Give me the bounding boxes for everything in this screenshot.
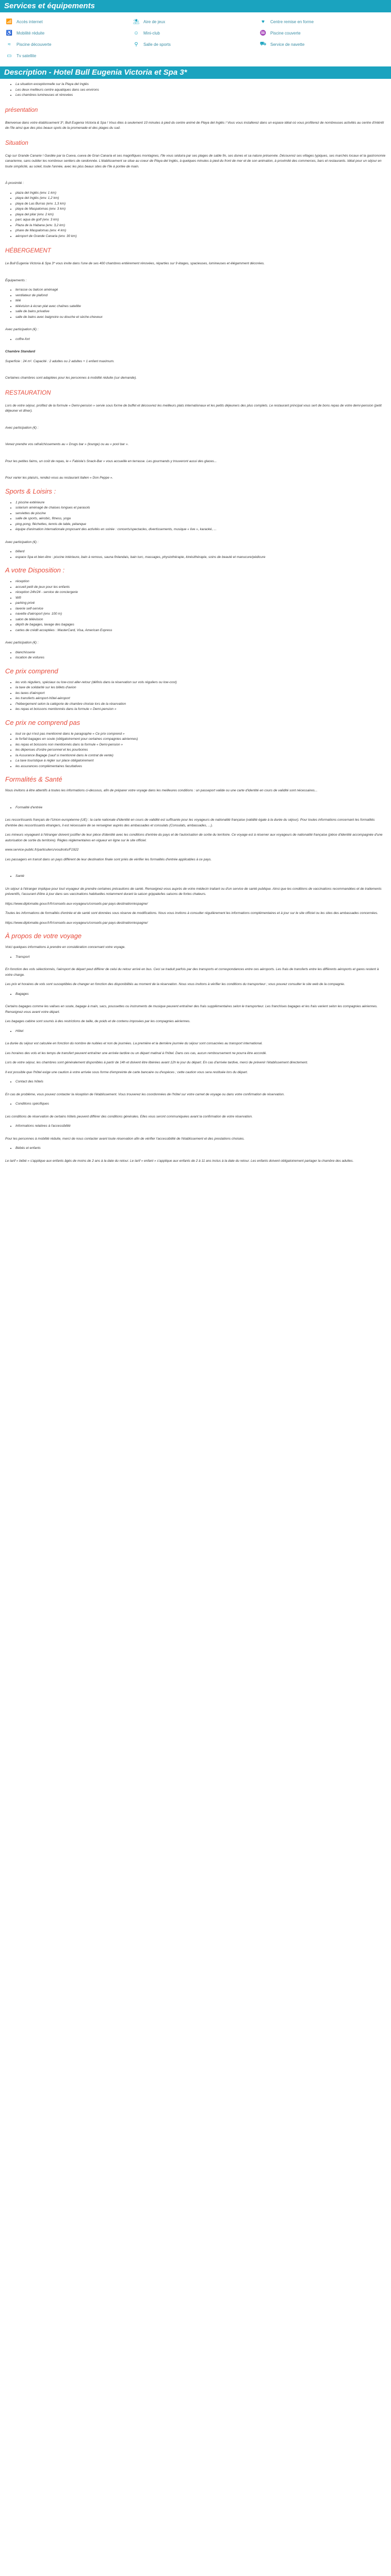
service-label: Accès internet xyxy=(17,20,43,24)
disposition-paying-label: Avec participation (€) : xyxy=(5,641,39,645)
not-included-item: • les dépenses d'ordre personnel et les pourboires xyxy=(15,748,386,753)
not-included-item: • les assurances complémentaires facultatives xyxy=(15,764,386,770)
service-item xyxy=(132,41,259,48)
service-item xyxy=(259,41,386,48)
sports-paying-list xyxy=(5,549,386,560)
not-included-heading: Ce prix ne comprend pas xyxy=(5,718,80,726)
tv-icon: ▭ xyxy=(7,53,12,59)
sports-item: • équipe d'animation internationale proposant des activités en soirée : concerts/spectacles, divertissements, musique « live », karaoké, ... xyxy=(15,527,386,533)
sante-bullet xyxy=(5,874,386,879)
disposition-heading: A votre Disposition : xyxy=(5,566,65,574)
conditions-label: • Conditions spécifiques xyxy=(15,1101,386,1107)
transport-text2: Les prix et horaires de vols sont susceptibles de changer en fonction des disponibilités au moment de la réservation. Nous vous invitons à vérifier les conditions du transporteur ; vous pouvez consulter le site web de la compagnie. xyxy=(5,982,345,986)
room-text: Superficie : 24 m². Capacité : 2 adultes ou 2 adultes + 1 enfant maximum. xyxy=(5,359,115,363)
paying-item: • coffre-fort xyxy=(15,337,386,343)
bagages-text: Certains bagages comme les valises en soute, bagage à main, sacs, poussettes ou instruments de musique peuvent entraîner des frais supplémentaires selon le transporteur. Les franchises bagages et les frais varient selon les compagnies aériennes. Renseignez-vous avant votre départ. xyxy=(5,1005,378,1014)
hotel-text4: Il est possible que l'hôtel exige une caution à votre arrivée sous forme d'empreinte de carte bancaire ou d'espèces ; cette caution vous sera restituée lors du départ. xyxy=(5,1070,248,1074)
equipment-item: • ventilateur de plafond xyxy=(15,293,386,299)
description-content xyxy=(0,79,391,1164)
service-item xyxy=(5,53,132,59)
nearby-item: • parc aqua de golf (env. 3 km) xyxy=(15,217,386,223)
included-item: • la taxe de solidarité sur les billets d'avion xyxy=(15,685,386,691)
identity-text: Les ressortissants français de l'Union européenne (UE) : la carte nationale d'identité en cours de validité est suffisante pour les voyageurs de nationalité française (validité égale à la durée du séjour). Pour toutes informations concernant les formalités d'entrée des ressortissants étrangers, il est nécessaire de se renseigner auprès des ambassades et consulats (Consulats, ambassades, ...). xyxy=(5,818,375,827)
hotel-text2: Les horaires des vols et les temps de transfert peuvent entraîner une arrivée tardive ou un départ matinal à l'hôtel. Dans ces cas, aucun remboursement ne pourra être accordé. xyxy=(5,1051,267,1055)
wifi-icon: 📶 xyxy=(6,19,13,25)
disposition-item: • accueil petit de jeux pour les enfants xyxy=(15,585,386,590)
bagages-bullet xyxy=(5,992,386,997)
playground-icon: ⛱ xyxy=(133,19,140,25)
reduced-text: Pour les personnes à mobilité réduite, merci de nous contacter avant toute réservation afin de vérifier l'accessibilité de l'établissement et des prestations choisies. xyxy=(5,1137,245,1141)
included-list xyxy=(5,680,386,713)
hebergement-note: Certaines chambres sont adaptées pour les personnes à mobilité réduite (sur demande). xyxy=(5,376,137,380)
formalites-heading: Formalités & Santé xyxy=(5,775,62,783)
service-label: Mobilité réduite xyxy=(17,31,45,36)
hotel-label: • Hôtel xyxy=(15,1029,386,1035)
nearby-list xyxy=(5,191,386,240)
service-label: Tv satellite xyxy=(17,54,37,58)
restauration-text3: Pour les petites faims, un coût de repas, le « Fabiola's Snack-Bar » vous accueille en terrasse. Les gourmands y trouveront aussi des glaces... xyxy=(5,459,217,463)
not-included-item: • les repas et boissons non mentionnés dans la formule « Demi-pension » xyxy=(15,742,386,748)
hebergement-text: Le Bull Eugenia Victoria & Spa 3* vous invite dans l'une de ses 400 chambres entièrement rénovées, réparties sur 9 étages, spacieuses, lumineuses et élégamment décorées. xyxy=(5,262,265,265)
nearby-item: • playa del Inglés (env. 1,2 km) xyxy=(15,196,386,201)
hebergement-paying-list xyxy=(5,337,386,343)
contact-text: En cas de problème, vous pouvez contacter la réception de l'établissement. Vous trouverez les coordonnées de l'hôtel sur votre carnet de voyage ou dans votre confirmation de réservation. xyxy=(5,1092,285,1096)
not-included-item: • le forfait bagages en soute (obligatoirement pour certaines compagnies aériennes) xyxy=(15,737,386,742)
disposition-item: • cartes de crédit acceptées : MasterCard, Visa, American Express xyxy=(15,628,386,634)
sports-heading: Sports & Loisirs : xyxy=(5,487,56,495)
included-item: • les taxes d'aéroport xyxy=(15,691,386,697)
sports-item: • 1 piscine extérieure xyxy=(15,500,386,506)
disposition-item: • navette d'aéroport (env. 100 m) xyxy=(15,612,386,617)
reduced-bullet xyxy=(5,1124,386,1129)
disposition-item: • salon de télévision xyxy=(15,617,386,623)
baby-text: Le tarif « bébé » s'applique aux enfants âgés de moins de 2 ans à la date du retour. Le tarif « enfant » s'applique aux enfants de 2 à 11 ans inclus à la date du retour. Les enfants doivent obligatoirement partager la chambre des adultes. xyxy=(5,1159,354,1163)
restauration-text: Lors de votre séjour, profitez de la formule « Demi-pension » servie sous forme de buffet et découvrez les meilleurs plats internationaux et les petits déjeuners des plus complets. Le restaurant principal vous sert de bons repas de votre demi-pension (petit déjeuner et dîner). xyxy=(5,403,382,413)
presentation-text: Bienvenue dans votre établissement 3*, Bull Eugenia Victoria & Spa ! Vous êtes à seulement 10 minutes à pied du centre animé de Playa del Inglés ! Vous vous installerez dans un espace idéal où vous profiterez de nombreuses activités au centre d'intérêt de l'île ainsi que des plus beaux spots de la promenade et des plages du sud. xyxy=(5,121,384,130)
disposition-item: • réception 24h/24 - service de conciergerie xyxy=(15,590,386,596)
transport-text: En fonction des vols sélectionnés, l'aéroport de départ peut différer de celui du retour arrivé en bus. Ceci se traduit parfois par des transports et correspondances entre ces aéroports. Les frais de transferts entre les différents aéroports et gares restent à votre charge. xyxy=(5,968,379,977)
transport-label: • Transport xyxy=(15,955,386,960)
bagages-label: • Bagages xyxy=(15,992,386,997)
sante-text2: Toutes les informations de formalités d'entrée et de santé sont données sous réserve de modifications. Nous vous invitons à consulter régulièrement les informations complémentaires et à jour sur le site officiel ou les sites des ambassades concernées. xyxy=(5,911,378,915)
nearby-item: • phare de Maspalomas (env. 4 km) xyxy=(15,228,386,234)
service-label: Piscine découverte xyxy=(17,42,52,47)
conditions-bullet xyxy=(5,1101,386,1107)
wheelchair-icon: ♿ xyxy=(6,30,13,36)
kids-club-icon: ☺ xyxy=(133,30,139,36)
hebergement-heading: HÉBERGEMENT xyxy=(5,248,51,254)
identity-text3: Les passagers en transit dans un pays différent de leur destination finale sont priés de vérifier les formalités d'entrée applicables à ce pays. xyxy=(5,857,212,861)
service-label: Centre remise en forme xyxy=(270,20,314,24)
nearby-item: • playa de Las Burras (env. 1,3 km) xyxy=(15,201,386,207)
situation-text: Cap sur Grande Canarie ! Gardée par la Cueva, cueva de Gran Canaria et ses magnifiques montagnes, l'île vous séduira par ses plages de sable fin, ses dunes et sa nature préservée. Découvrez ses villages typiques, ses marchés locaux et la gastronomie canarienne, sans oublier les nombreux sentiers de randonnée. L'établissement se situe au coeur de Playa del Inglés, à quelques minutes à pied du front de mer et de son animation, à proximité des commerces, bars et restaurants. Idéal pour un séjour en toute simplicité, au soleil, toute l'année, avec les plus beaux sites de l'île à portée de main. xyxy=(5,154,386,168)
not-included-list xyxy=(5,732,386,770)
service-label: Service de navette xyxy=(270,42,305,47)
service-item xyxy=(5,41,132,48)
equipment-item: • télé xyxy=(15,298,386,304)
not-included-item: • tout ce qui n'est pas mentionné dans le paragraphe « Ce prix comprend » xyxy=(15,732,386,737)
nearby-item: • aéroport de Grande Canaria (env. 30 km) xyxy=(15,234,386,240)
sports-item: • salle de sports, aérobic, fitness, yoga xyxy=(15,516,386,522)
disposition-item: • laverie self-service xyxy=(15,606,386,612)
nearby-label: À proximité : xyxy=(5,181,24,185)
service-item xyxy=(5,19,132,25)
not-included-item: • La taxe touristique à régler sur place obligatoirement xyxy=(15,758,386,764)
sante-text: Un séjour à l'étranger implique pour tout voyageur de prendre certaines précautions de santé. Renseignez-vous auprès de votre médecin traitant ou d'un service de santé publique. Ainsi que les conditions de vaccinations recommandées et de traitements préventifs, l'assurant d'être à jour dans ses vaccinations habituelles notamment durant la saison grippale/les saisons de fortes chaleurs. xyxy=(5,887,382,896)
reduced-label: • Informations relatives à l'accessibilité xyxy=(15,1124,386,1129)
included-item: • l'hébergement selon la catégorie de chambre choisie lors de la réservation xyxy=(15,702,386,707)
service-item xyxy=(132,30,259,37)
included-heading: Ce prix comprend xyxy=(5,667,58,675)
hebergement-paying-label: Avec participation (€) : xyxy=(5,328,39,331)
hotel-text: La durée du séjour est calculée en fonction du nombre de nuitées et non de journées. La première et la dernière journée du séjour sont consacrées au transport international. xyxy=(5,1042,263,1045)
nearby-item: • plaza del Inglés (env. 1 km) xyxy=(15,191,386,196)
page xyxy=(0,0,391,1164)
disposition-list xyxy=(5,579,386,633)
restauration-text4: Pour varier les plaisirs, rendez-vous au restaurant italien « Don Peppe ». xyxy=(5,476,113,480)
baby-bullet xyxy=(5,1146,386,1151)
sports-item: • serviettes de piscine xyxy=(15,511,386,517)
disposition-item: • parking privé xyxy=(15,601,386,606)
included-item: • les vols réguliers, spéciaux ou low-cost aller-retour (définis dans la réservation sur vols réguliers ou low-cost) xyxy=(15,680,386,686)
apropos-heading: À propos de votre voyage xyxy=(5,932,82,940)
identity-link[interactable]: www.service-public.fr/particuliers/vosdroits/F1922 xyxy=(5,848,79,852)
nearby-item: • playa del pilar (env. 2 km) xyxy=(15,212,386,218)
services-grid xyxy=(0,12,391,66)
intro-bullets xyxy=(5,82,386,98)
gym-icon: ⚲ xyxy=(134,42,138,47)
service-item xyxy=(5,30,132,37)
included-item: • les transferts aéroport-hôtel-aéroport xyxy=(15,696,386,702)
sante-link2[interactable]: https://www.diplomatie.gouv.fr/fr/conseils-aux-voyageurs/conseils-par-pays-destination/espagne/ xyxy=(5,921,148,925)
nearby-item: • Plaza de la Habana (env. 3,2 km) xyxy=(15,223,386,229)
equipment-item: • télévision à écran plat avec chaînes satellite xyxy=(15,304,386,310)
not-included-item: • la Assurance Bagage (sauf si mentionné dans le contrat de vente) xyxy=(15,753,386,759)
paying-item: • espace Spa et bien-être : piscine intérieure, bain à remous, sauna finlandais, bain turc, massages, physiothérapie, kinésithérapie, soins de beauté et manucure/pédicure xyxy=(15,555,386,561)
presentation-heading: présentation xyxy=(5,107,38,113)
included-item: • les repas et boissons mentionnés dans la formule « Demi-pension » xyxy=(15,707,386,713)
sports-item: • solarium aménagé de chaises longues et parasols xyxy=(15,505,386,511)
bagages-text2: Les bagages cabine sont soumis à des restrictions de taille, de poids et de contenu imposées par les compagnies aériennes. xyxy=(5,1020,191,1023)
restauration-heading: RESTAURATION xyxy=(5,389,51,396)
sports-item: • ping-pong, fléchettes, tennis de table, pétanque xyxy=(15,522,386,528)
service-item xyxy=(259,19,386,25)
conditions-text: Les conditions de réservation de certains hôtels peuvent différer des conditions générales. Elles vous seront communiquées avant la confirmation de votre réservation. xyxy=(5,1114,253,1118)
intro-bullet: • Les chambres lumineuses et rénovées xyxy=(15,93,386,98)
contact-label: • Contact des hôtels xyxy=(15,1079,386,1085)
identity-bullet xyxy=(5,805,386,811)
sante-label: • Santé xyxy=(15,874,386,879)
equipment-item: • salle de bains privative xyxy=(15,309,386,315)
equipment-list xyxy=(5,287,386,320)
service-label: Salle de sports xyxy=(143,42,171,47)
disposition-item: • Wifi xyxy=(15,596,386,601)
sante-link[interactable]: https://www.diplomatie.gouv.fr/fr/conseils-aux-voyageurs/conseils-par-pays-destination/espagne/ xyxy=(5,902,148,906)
situation-heading: Situation xyxy=(5,140,28,146)
intro-bullet: • La situation exceptionnelle sur la Playa del Inglés xyxy=(15,82,386,88)
service-label: Aire de jeux xyxy=(143,20,166,24)
disposition-paying-list xyxy=(5,650,386,661)
services-title: Services et équipements xyxy=(0,0,391,12)
transport-bullet xyxy=(5,955,386,960)
sports-list xyxy=(5,500,386,533)
restauration-text2: Venez prendre vos rafraîchissements au « Drugs bar » (lounge) ou au « pool bar ». xyxy=(5,443,129,446)
service-item xyxy=(132,19,259,25)
equipment-item: • salle de bains avec baignoire ou douche et sèche-cheveux xyxy=(15,315,386,320)
hotel-bullet xyxy=(5,1029,386,1035)
contact-bullet xyxy=(5,1079,386,1085)
indoor-pool-icon: ♒ xyxy=(259,30,267,36)
disposition-item: • dépôt de bagages, lavage des bagages xyxy=(15,622,386,628)
nearby-item: • playa de Maspalomas (env. 3 km) xyxy=(15,207,386,212)
baby-label: • Bébés et enfants xyxy=(15,1146,386,1151)
service-label: Piscine couverte xyxy=(270,31,301,36)
hotel-text3: Lors de votre séjour, les chambres sont généralement disponibles à partir de 14h et doivent être libérées avant 12h le jour du départ. En cas d'arrivée tardive, merci de prévenir l'établissement directement. xyxy=(5,1061,308,1064)
identity-text2: Les mineurs voyageant à l'étranger doivent justifier de leur pièce d'identité avec les conditions d'entrée du pays et de l'autorisation de sortie du territoire. Ce voyage est à réserver aux voyageurs de nationalité française (pièce d'identité accompagnée d'une autorisation de sortie du territoire). Règles réglementaires en vigueur en ligne sur le site officiel. xyxy=(5,833,383,842)
service-label: Mini-club xyxy=(143,31,160,36)
disposition-item: • réception xyxy=(15,579,386,585)
fitness-icon: ♥ xyxy=(262,19,265,25)
restauration-paying-label: Avec participation (€) : xyxy=(5,426,39,430)
apropos-intro: Voici quelques informations à prendre en considération concernant votre voyage. xyxy=(5,945,126,949)
paying-item: • billard xyxy=(15,549,386,555)
intro-bullet: • Les deux meilleurs centre aquatiques dans ses environs xyxy=(15,88,386,93)
paying-item: • location de voitures xyxy=(15,655,386,661)
service-item xyxy=(259,30,386,37)
outdoor-pool-icon: ≈ xyxy=(8,42,11,47)
paying-item: • blanchisserie xyxy=(15,650,386,656)
identity-label: • Formalité d'entrée xyxy=(15,805,386,811)
room-title: Chambre Standard xyxy=(5,350,36,353)
formalites-intro: Nous invitons à être attentifs à toutes les informations ci-dessous, afin de préparer votre voyage dans les meilleures conditions : un passeport valide ou une carte d'identité en cours de validité sont nécessaires... xyxy=(5,789,318,792)
shuttle-icon: ⛟ xyxy=(259,41,267,47)
equipment-label: Équipements : xyxy=(5,278,27,282)
sports-paying-label: Avec participation (€) : xyxy=(5,540,39,544)
equipment-item: • terrasse ou balcon aménagé xyxy=(15,287,386,293)
description-title: Description - Hotel Bull Eugenia Victoria et Spa 3* xyxy=(0,66,391,79)
